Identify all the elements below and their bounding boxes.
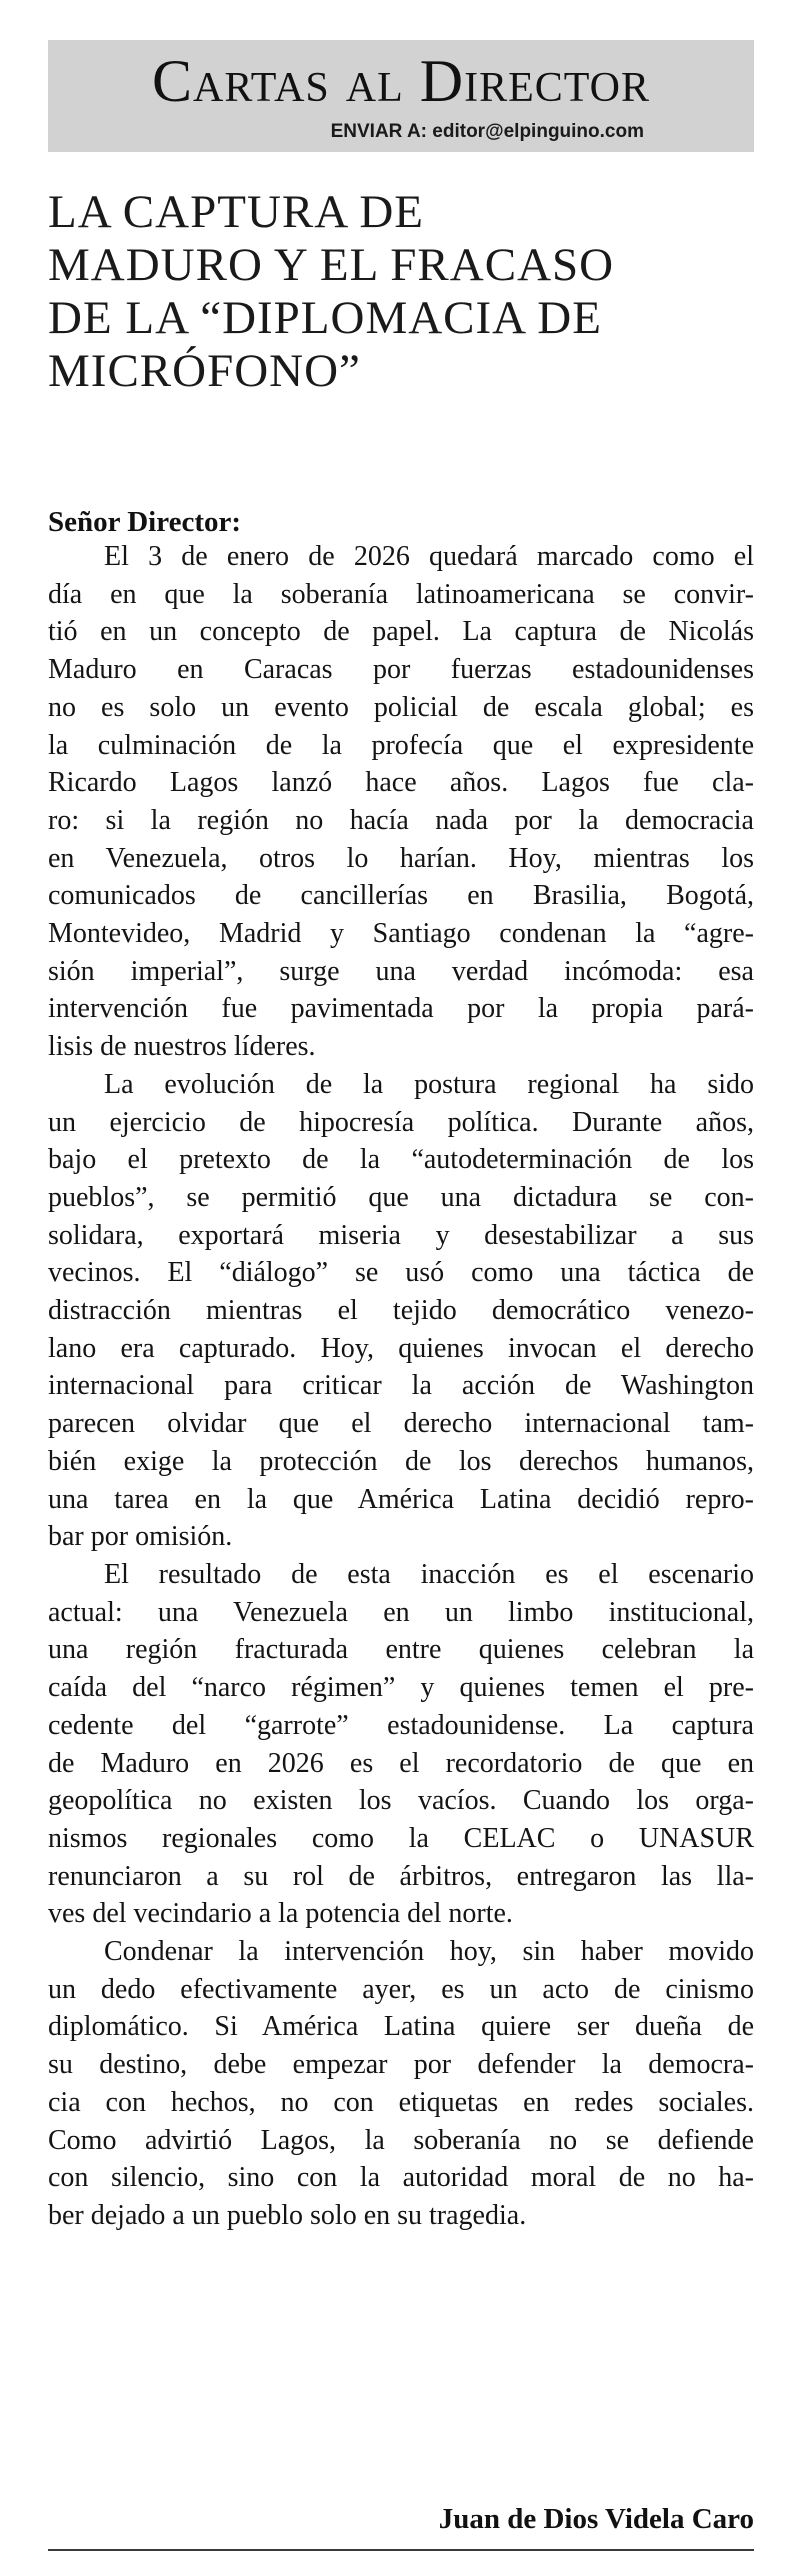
paragraph-line: bajo el pretexto de la “autodeterminación de los: [48, 1144, 754, 1176]
paragraph-line: cedente del “garrote” estadounidense. La captura: [48, 1709, 754, 1741]
paragraph-line: un dedo efectivamente ayer, es un acto de cinismo: [48, 1973, 754, 2005]
letter-paragraph: [48, 538, 754, 1066]
paragraph-line: no es solo un evento policial de escala global; es: [48, 691, 754, 723]
paragraph-line: diplomático. Si América Latina quiere ser dueña de: [48, 2011, 754, 2043]
paragraph-line: bar por omisión.: [48, 1521, 233, 1553]
paragraph-line: distracción mientras el tejido democrático venezo-: [48, 1295, 754, 1327]
paragraph-line: cia con hechos, no con etiquetas en redes sociales.: [48, 2086, 754, 2118]
headline-line: MICRÓFONO”: [48, 345, 361, 397]
paragraph-line: nismos regionales como la CELAC o UNASUR: [48, 1822, 754, 1854]
paragraph-line: en Venezuela, otros lo harían. Hoy, mientras los: [48, 842, 754, 874]
letter-paragraph: [48, 1066, 754, 1556]
paragraph-line: lisis de nuestros líderes.: [48, 1031, 316, 1063]
paragraph-line: pueblos”, se permitió que una dictadura se con-: [48, 1181, 754, 1213]
letter-paragraph: [48, 1556, 754, 1933]
paragraph-line: parecen olvidar que el derecho internacional tam-: [48, 1408, 754, 1440]
paragraph-line: actual: una Venezuela en un limbo institucional,: [48, 1596, 754, 1628]
paragraph-line: Condenar la intervención hoy, sin haber movido: [104, 1936, 754, 1968]
send-to-label: ENVIAR A:: [330, 121, 428, 142]
paragraph-line: ber dejado a un pueblo solo en su tragedia.: [48, 2199, 527, 2231]
letter-signature: Juan de Dios Videla Caro: [438, 2503, 754, 2535]
bottom-divider: [48, 2549, 754, 2551]
paragraph-line: intervención fue pavimentada por la propia pará-: [48, 993, 754, 1025]
paragraph-line: internacional para criticar la acción de Washington: [48, 1370, 754, 1402]
paragraph-line: Montevideo, Madrid y Santiago condenan la “agre-: [48, 918, 754, 950]
paragraph-line: la culminación de la profecía que el expresidente: [48, 729, 754, 761]
paragraph-line: geopolítica no existen los vacíos. Cuando los orga-: [48, 1785, 754, 1817]
paragraph-line: una región fracturada entre quienes celebran la: [48, 1634, 754, 1666]
headline-line: MADURO Y EL FRACASO: [48, 239, 615, 291]
paragraph-line: ves del vecindario a la potencia del norte.: [48, 1898, 513, 1930]
paragraph-line: de Maduro en 2026 es el recordatorio de que en: [48, 1747, 754, 1779]
letter-body: [48, 538, 754, 2235]
headline-line: DE LA “DIPLOMACIA DE: [48, 292, 602, 344]
paragraph-line: ro: si la región no hacía nada por la democracia: [48, 804, 754, 836]
paragraph-line: lano era capturado. Hoy, quienes invocan el derecho: [48, 1332, 754, 1364]
send-to-line: [331, 120, 644, 144]
paragraph-line: Ricardo Lagos lanzó hace años. Lagos fue cla-: [48, 767, 754, 799]
paragraph-line: un ejercicio de hipocresía política. Durante años,: [48, 1106, 754, 1138]
paragraph-line: con silencio, sino con la autoridad moral de no ha-: [48, 2162, 754, 2194]
paragraph-line: una tarea en la que América Latina decidió repro-: [48, 1483, 754, 1515]
paragraph-line: caída del “narco régimen” y quienes temen el pre-: [48, 1672, 754, 1704]
paragraph-line: La evolución de la postura regional ha sido: [104, 1068, 754, 1100]
paragraph-line: sión imperial”, surge una verdad incómoda: esa: [48, 955, 754, 987]
letter-headline: [48, 186, 768, 398]
editor-email: editor@elpinguino.com: [432, 121, 644, 142]
paragraph-line: comunicados de cancillerías en Brasilia, Bogotá,: [48, 880, 754, 912]
paragraph-line: tió en un concepto de papel. La captura de Nicolás: [48, 616, 754, 648]
paragraph-line: día en que la soberanía latinoamericana se convir-: [48, 578, 754, 610]
headline-line: LA CAPTURA DE: [48, 186, 424, 238]
paragraph-line: bién exige la protección de los derechos humanos,: [48, 1445, 754, 1477]
paragraph-line: El resultado de esta inacción es el escenario: [104, 1558, 754, 1590]
paragraph-line: vecinos. El “diálogo” se usó como una táctica de: [48, 1257, 754, 1289]
paragraph-line: El 3 de enero de 2026 quedará marcado como el: [104, 541, 754, 572]
paragraph-line: solidara, exportará miseria y desestabilizar a sus: [48, 1219, 754, 1251]
paragraph-line: renunciaron a su rol de árbitros, entregaron las lla-: [48, 1860, 754, 1892]
section-header: [48, 40, 754, 152]
section-title: Cartas al Director: [151, 48, 651, 114]
paragraph-line: Como advirtió Lagos, la soberanía no se defiende: [48, 2124, 754, 2156]
letter-paragraph: [48, 1933, 754, 2235]
paragraph-line: su destino, debe empezar por defender la democra-: [48, 2049, 754, 2081]
paragraph-line: Maduro en Caracas por fuerzas estadounidenses: [48, 654, 754, 686]
salutation: Señor Director:: [48, 506, 242, 538]
